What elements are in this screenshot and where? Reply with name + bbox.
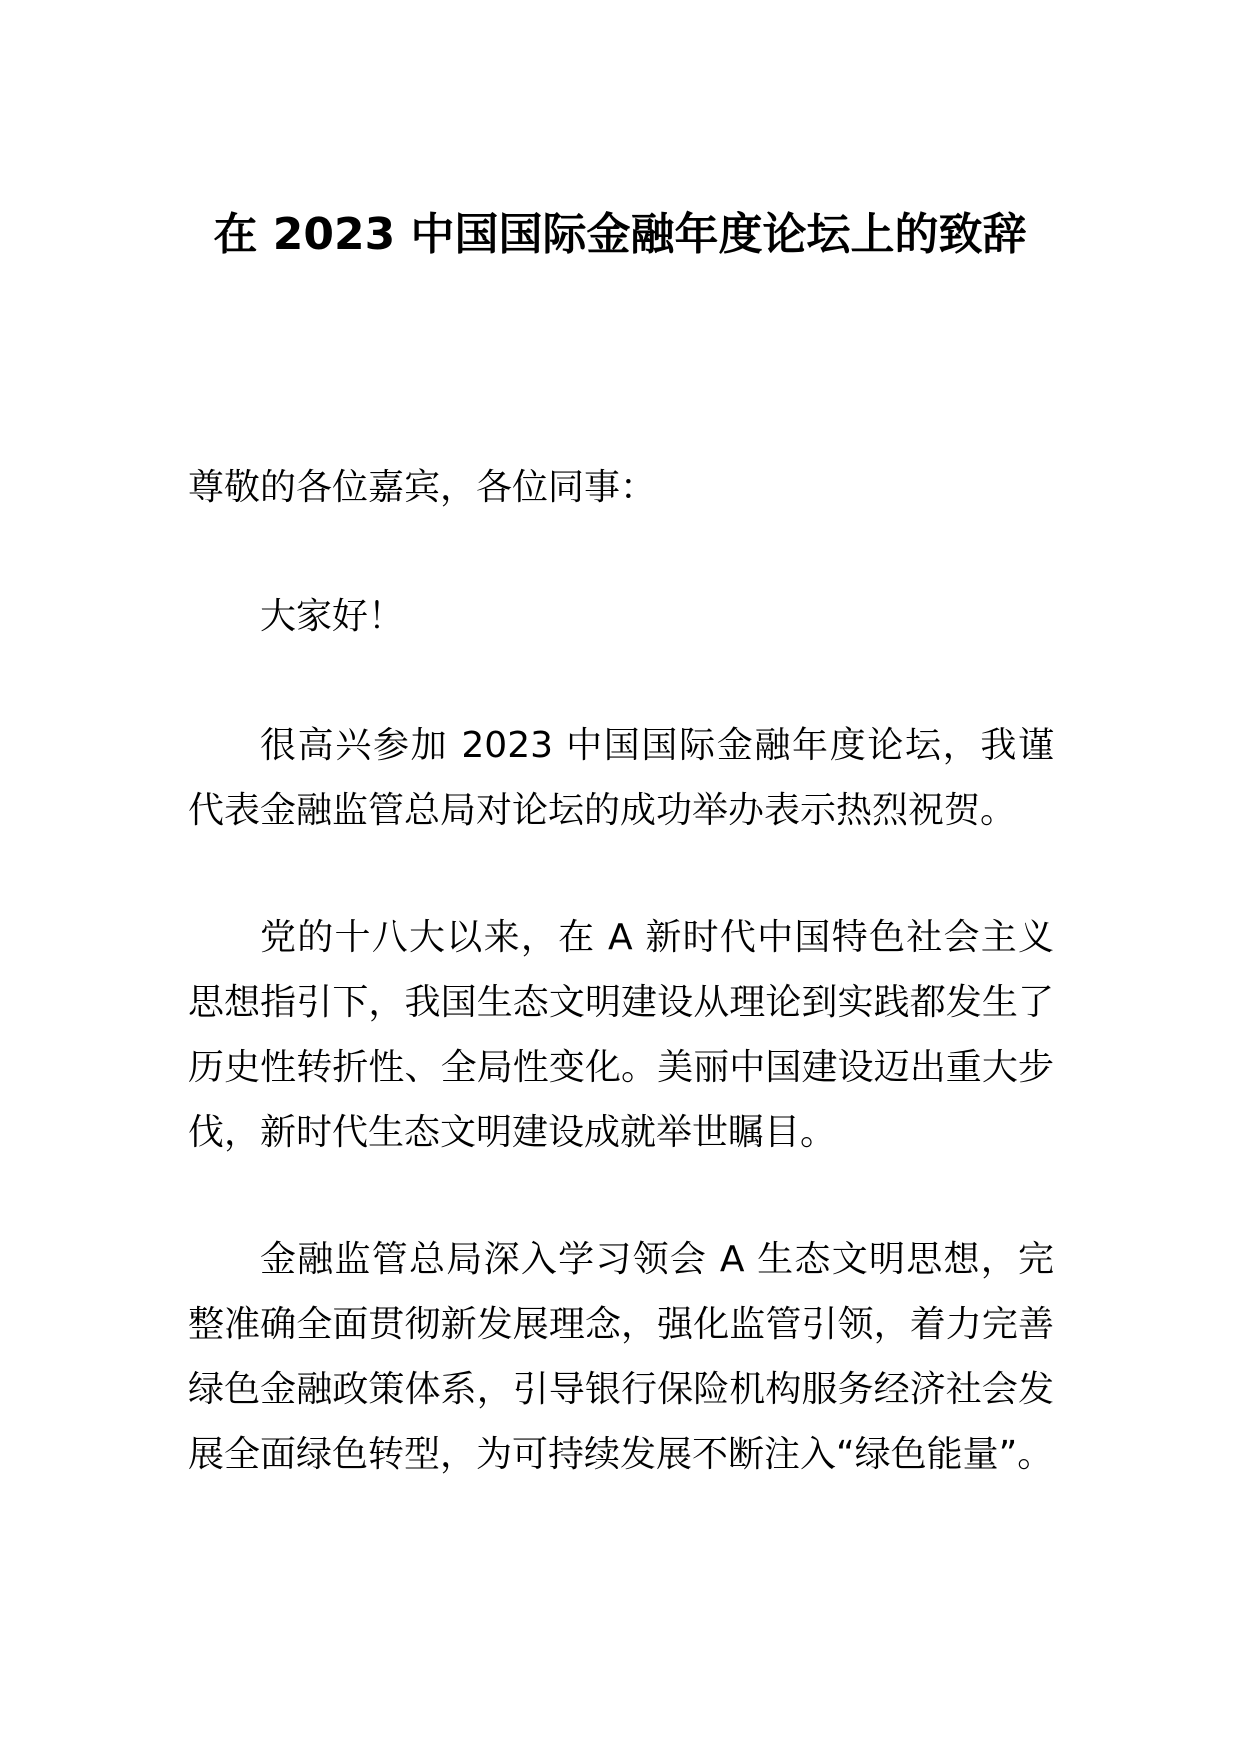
salutation: 尊敬的各位嘉宾，各位同事： [188,467,657,508]
paragraph-1: 很高兴参加 2023 中国国际金融年度论坛，我谨代表金融监管总局对论坛的成功举办表示热烈祝贺。 [188,725,1054,831]
document-body [188,455,1054,1487]
paragraph-3: 金融监管总局深入学习领会 A 生态文明思想，完整准确全面贯彻新发展理念，强化监管引领，着力完善绿色金融政策体系，引导银行保险机构服务经济社会发展全面绿色转型，为可持续发展不断注入“绿色能量”。 [188,1239,1054,1475]
paragraph-2: 党的十八大以来，在 A 新时代中国特色社会主义思想指引下，我国生态文明建设从理论到实践都发生了历史性转折性、全局性变化。美丽中国建设迈出重大步伐，新时代生态文明建设成就举世瞩目。 [188,917,1054,1153]
greeting: 大家好！ [260,596,405,637]
document-title: 在 2023 中国国际金融年度论坛上的致辞 [213,209,1027,260]
